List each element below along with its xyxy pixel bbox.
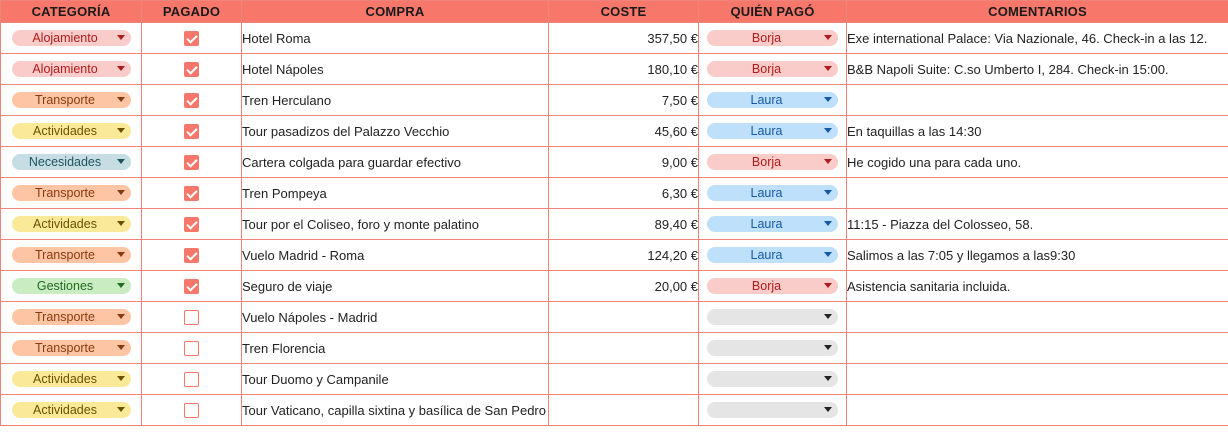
payer-dropdown[interactable]: [707, 278, 838, 294]
table-row: [1, 116, 1228, 147]
category-label: Transporte: [35, 341, 95, 356]
chevron-down-icon: [117, 345, 125, 350]
category-label: Alojamiento: [32, 31, 98, 46]
cost-cell[interactable]: 357,50 €: [549, 23, 699, 54]
item-cell[interactable]: Seguro de viaje: [242, 271, 549, 302]
table-row: [1, 333, 1228, 364]
payer-label: Laura: [750, 124, 783, 139]
table-row: [1, 271, 1228, 302]
chevron-down-icon: [824, 376, 832, 381]
chevron-down-icon: [117, 407, 125, 412]
category-cell[interactable]: [1, 333, 142, 364]
cost-cell[interactable]: [549, 364, 699, 395]
payer-dropdown[interactable]: [707, 185, 838, 201]
category-cell[interactable]: [1, 147, 142, 178]
category-dropdown[interactable]: [12, 92, 131, 108]
payer-cell[interactable]: [699, 178, 847, 209]
header-payer[interactable]: QUIÉN PAGÓ: [699, 1, 847, 23]
payer-cell[interactable]: [699, 147, 847, 178]
payer-label: Borja: [751, 279, 782, 294]
category-dropdown[interactable]: [12, 61, 131, 77]
category-dropdown[interactable]: [12, 216, 131, 232]
cost-cell[interactable]: [549, 333, 699, 364]
category-cell[interactable]: [1, 209, 142, 240]
item-cell[interactable]: Cartera colgada para guardar efectivo: [242, 147, 549, 178]
paid-checkbox[interactable]: [184, 155, 199, 170]
comment-cell[interactable]: [847, 395, 1228, 426]
category-dropdown[interactable]: [12, 247, 131, 263]
cost-cell[interactable]: 20,00 €: [549, 271, 699, 302]
chevron-down-icon: [117, 159, 125, 164]
category-label: Actividades: [33, 372, 97, 387]
payer-dropdown[interactable]: [707, 371, 838, 387]
chevron-down-icon: [824, 190, 832, 195]
paid-cell[interactable]: [142, 147, 242, 178]
paid-cell[interactable]: [142, 302, 242, 333]
paid-checkbox[interactable]: [184, 31, 199, 46]
chevron-down-icon: [117, 283, 125, 288]
cost-cell[interactable]: 45,60 €: [549, 116, 699, 147]
category-label: Gestiones: [36, 279, 94, 294]
payer-cell[interactable]: [699, 240, 847, 271]
payer-dropdown[interactable]: [707, 340, 838, 356]
chevron-down-icon: [824, 35, 832, 40]
comment-cell[interactable]: Asistencia sanitaria incluida.: [847, 271, 1228, 302]
payer-cell[interactable]: [699, 333, 847, 364]
paid-cell[interactable]: [142, 54, 242, 85]
comment-cell[interactable]: [847, 178, 1228, 209]
chevron-down-icon: [117, 376, 125, 381]
comment-cell[interactable]: He cogido una para cada uno.: [847, 147, 1228, 178]
item-cell[interactable]: Hotel Nápoles: [242, 54, 549, 85]
table-body: [1, 23, 1228, 426]
payer-cell[interactable]: [699, 116, 847, 147]
item-cell[interactable]: Tren Florencia: [242, 333, 549, 364]
paid-cell[interactable]: [142, 116, 242, 147]
table-row: [1, 178, 1228, 209]
category-label: Transporte: [35, 93, 95, 108]
category-cell[interactable]: [1, 364, 142, 395]
payer-cell[interactable]: [699, 364, 847, 395]
comment-cell[interactable]: [847, 364, 1228, 395]
category-label: Actividades: [33, 124, 97, 139]
table-row: [1, 364, 1228, 395]
table-row: [1, 54, 1228, 85]
chevron-down-icon: [824, 283, 832, 288]
paid-cell[interactable]: [142, 178, 242, 209]
cost-cell[interactable]: 6,30 €: [549, 178, 699, 209]
payer-dropdown[interactable]: [707, 123, 838, 139]
payer-label: Laura: [750, 248, 783, 263]
category-dropdown[interactable]: [12, 123, 131, 139]
category-dropdown[interactable]: [12, 30, 131, 46]
payer-dropdown[interactable]: [707, 247, 838, 263]
comment-cell[interactable]: B&B Napoli Suite: C.so Umberto I, 284. Check-in 15:00.: [847, 54, 1228, 85]
table-row: [1, 147, 1228, 178]
comment-cell[interactable]: Salimos a las 7:05 y llegamos a las9:30: [847, 240, 1228, 271]
comment-cell[interactable]: [847, 302, 1228, 333]
chevron-down-icon: [824, 97, 832, 102]
chevron-down-icon: [117, 221, 125, 226]
payer-cell[interactable]: [699, 54, 847, 85]
paid-checkbox[interactable]: [184, 217, 199, 232]
table-row: [1, 302, 1228, 333]
header-category[interactable]: CATEGORÍA: [1, 1, 142, 23]
payer-label: Borja: [751, 62, 782, 77]
payer-cell[interactable]: [699, 395, 847, 426]
category-cell[interactable]: [1, 240, 142, 271]
chevron-down-icon: [824, 159, 832, 164]
payer-label: Laura: [750, 217, 783, 232]
category-dropdown[interactable]: [12, 154, 131, 170]
category-cell[interactable]: [1, 85, 142, 116]
paid-cell[interactable]: [142, 209, 242, 240]
category-dropdown[interactable]: [12, 185, 131, 201]
payer-cell[interactable]: [699, 271, 847, 302]
payer-dropdown[interactable]: [707, 402, 838, 418]
payer-label: Borja: [751, 155, 782, 170]
chevron-down-icon: [117, 252, 125, 257]
paid-cell[interactable]: [142, 271, 242, 302]
category-dropdown[interactable]: [12, 402, 131, 418]
payer-cell[interactable]: [699, 209, 847, 240]
paid-checkbox[interactable]: [184, 124, 199, 139]
category-label: Alojamiento: [32, 62, 98, 77]
cost-cell[interactable]: 180,10 €: [549, 54, 699, 85]
header-comments[interactable]: COMENTARIOS: [847, 1, 1228, 23]
item-cell[interactable]: Hotel Roma: [242, 23, 549, 54]
category-dropdown[interactable]: [12, 278, 131, 294]
payer-dropdown[interactable]: [707, 61, 838, 77]
paid-cell[interactable]: [142, 240, 242, 271]
paid-checkbox[interactable]: [184, 403, 199, 418]
paid-checkbox[interactable]: [184, 372, 199, 387]
comment-cell[interactable]: [847, 85, 1228, 116]
header-cost[interactable]: COSTE: [549, 1, 699, 23]
paid-cell[interactable]: [142, 85, 242, 116]
paid-cell[interactable]: [142, 364, 242, 395]
table-row: [1, 85, 1228, 116]
category-dropdown[interactable]: [12, 309, 131, 325]
category-cell[interactable]: [1, 395, 142, 426]
chevron-down-icon: [824, 128, 832, 133]
table-row: [1, 240, 1228, 271]
category-cell[interactable]: [1, 54, 142, 85]
table-row: [1, 395, 1228, 426]
chevron-down-icon: [117, 190, 125, 195]
cost-cell[interactable]: 7,50 €: [549, 85, 699, 116]
table-row: [1, 209, 1228, 240]
cost-cell[interactable]: 89,40 €: [549, 209, 699, 240]
header-item[interactable]: COMPRA: [242, 1, 549, 23]
payer-cell[interactable]: [699, 85, 847, 116]
payer-dropdown[interactable]: [707, 92, 838, 108]
chevron-down-icon: [117, 66, 125, 71]
category-label: Actividades: [33, 403, 97, 418]
paid-checkbox[interactable]: [184, 248, 199, 263]
item-cell[interactable]: Tour Vaticano, capilla sixtina y basílica de San Pedro: [242, 395, 549, 426]
comment-cell[interactable]: [847, 333, 1228, 364]
category-cell[interactable]: [1, 178, 142, 209]
category-cell[interactable]: [1, 271, 142, 302]
chevron-down-icon: [824, 407, 832, 412]
cost-cell[interactable]: 9,00 €: [549, 147, 699, 178]
cost-cell[interactable]: [549, 395, 699, 426]
paid-cell[interactable]: [142, 395, 242, 426]
chevron-down-icon: [117, 97, 125, 102]
paid-checkbox[interactable]: [184, 186, 199, 201]
category-label: Necesidades: [28, 155, 102, 170]
chevron-down-icon: [824, 345, 832, 350]
payer-cell[interactable]: [699, 23, 847, 54]
paid-checkbox[interactable]: [184, 279, 199, 294]
category-label: Transporte: [35, 310, 95, 325]
category-label: Transporte: [35, 248, 95, 263]
header-paid[interactable]: PAGADO: [142, 1, 242, 23]
paid-checkbox[interactable]: [184, 310, 199, 325]
comment-cell[interactable]: Exe international Palace: Via Nazionale, 46. Check-in a las 12.: [847, 23, 1228, 54]
paid-cell[interactable]: [142, 333, 242, 364]
chevron-down-icon: [117, 128, 125, 133]
table-row: [1, 23, 1228, 54]
chevron-down-icon: [824, 221, 832, 226]
category-dropdown[interactable]: [12, 340, 131, 356]
category-cell[interactable]: [1, 23, 142, 54]
paid-checkbox[interactable]: [184, 341, 199, 356]
category-dropdown[interactable]: [12, 371, 131, 387]
item-cell[interactable]: Tren Herculano: [242, 85, 549, 116]
payer-label: Borja: [751, 31, 782, 46]
payer-label: Laura: [750, 186, 783, 201]
header-row: [1, 1, 1228, 23]
category-cell[interactable]: [1, 116, 142, 147]
item-cell[interactable]: Tour por el Coliseo, foro y monte palatino: [242, 209, 549, 240]
paid-checkbox[interactable]: [184, 62, 199, 77]
payer-label: Laura: [750, 93, 783, 108]
category-label: Transporte: [35, 186, 95, 201]
item-cell[interactable]: Tour Duomo y Campanile: [242, 364, 549, 395]
chevron-down-icon: [824, 66, 832, 71]
payer-dropdown[interactable]: [707, 154, 838, 170]
comment-cell[interactable]: En taquillas a las 14:30: [847, 116, 1228, 147]
category-label: Actividades: [33, 217, 97, 232]
payer-dropdown[interactable]: [707, 30, 838, 46]
cost-cell[interactable]: 124,20 €: [549, 240, 699, 271]
chevron-down-icon: [824, 314, 832, 319]
item-cell[interactable]: Tren Pompeya: [242, 178, 549, 209]
paid-checkbox[interactable]: [184, 93, 199, 108]
category-cell[interactable]: [1, 302, 142, 333]
item-cell[interactable]: Vuelo Madrid - Roma: [242, 240, 549, 271]
item-cell[interactable]: Tour pasadizos del Palazzo Vecchio: [242, 116, 549, 147]
chevron-down-icon: [824, 252, 832, 257]
chevron-down-icon: [117, 35, 125, 40]
payer-cell[interactable]: [699, 302, 847, 333]
payer-dropdown[interactable]: [707, 309, 838, 325]
chevron-down-icon: [117, 314, 125, 319]
comment-cell[interactable]: 11:15 - Piazza del Colosseo, 58.: [847, 209, 1228, 240]
cost-cell[interactable]: [549, 302, 699, 333]
item-cell[interactable]: Vuelo Nápoles - Madrid: [242, 302, 549, 333]
payer-dropdown[interactable]: [707, 216, 838, 232]
paid-cell[interactable]: [142, 23, 242, 54]
